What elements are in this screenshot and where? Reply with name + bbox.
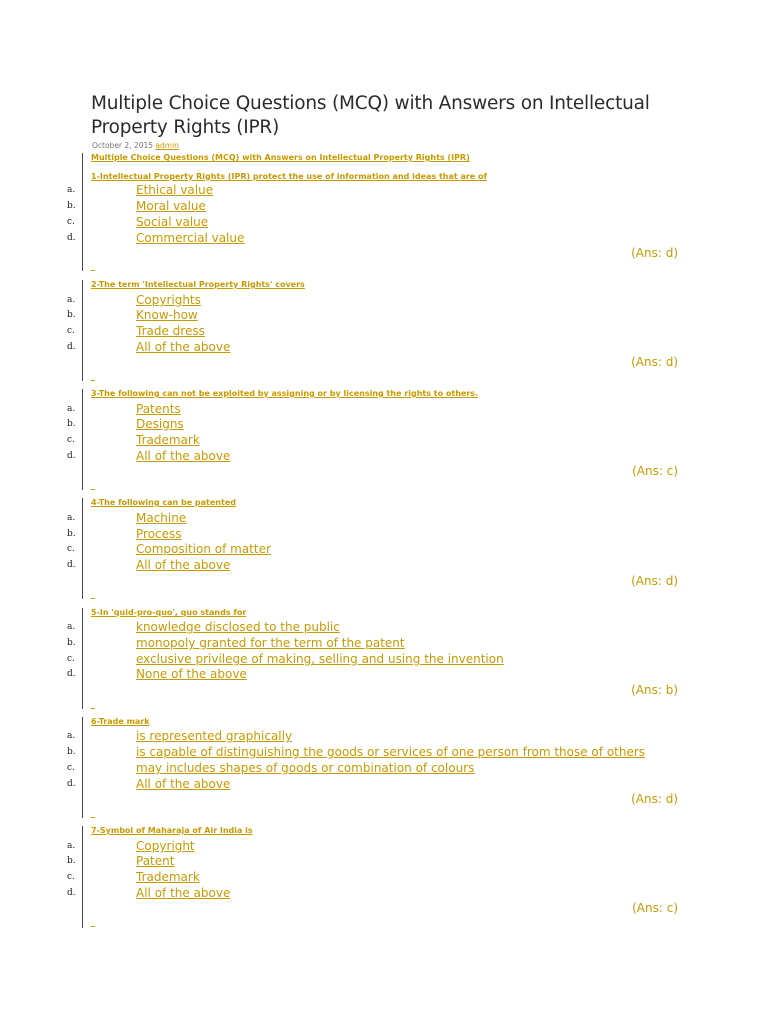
option-letter: c.	[67, 435, 75, 445]
option-letter: d.	[67, 888, 76, 898]
option-link[interactable]: Designs	[136, 417, 184, 431]
option-link[interactable]: exclusive privilege of making, selling and using the invention	[136, 652, 504, 666]
option-link[interactable]: may includes shapes of goods or combination of colours	[136, 761, 475, 775]
option-letter: b.	[67, 638, 76, 648]
option-link[interactable]: Ethical value	[136, 183, 214, 197]
anchor-link[interactable]	[91, 926, 95, 927]
left-rule	[82, 389, 83, 490]
anchor-link[interactable]	[91, 270, 95, 271]
anchor-link[interactable]	[91, 489, 95, 490]
option-link[interactable]: Moral value	[136, 199, 206, 213]
option-letter: d.	[67, 342, 76, 352]
option-link[interactable]: Copyrights	[136, 293, 201, 307]
option-link[interactable]: Trademark	[136, 433, 200, 447]
option-letter: b.	[67, 310, 76, 320]
author-link[interactable]: admin	[155, 141, 179, 150]
option-link[interactable]: All of the above	[136, 886, 231, 900]
left-rule	[82, 498, 83, 599]
answer-label: (Ans: d)	[631, 574, 678, 588]
option-link[interactable]: None of the above	[136, 667, 247, 681]
option-link[interactable]: is capable of distinguishing the goods or services of one person from those of others	[136, 745, 646, 759]
post-date: October 2, 2015	[92, 141, 154, 150]
post-meta	[92, 141, 179, 150]
option-letter: c.	[67, 544, 75, 554]
option-link[interactable]: Social value	[136, 215, 209, 229]
option-link[interactable]: All of the above	[136, 449, 231, 463]
answer-label: (Ans: d)	[631, 355, 678, 369]
option-letter: a.	[67, 295, 76, 305]
anchor-link[interactable]	[91, 817, 95, 818]
option-letter: b.	[67, 419, 76, 429]
left-rule	[82, 717, 83, 818]
anchor-link[interactable]	[91, 380, 95, 381]
option-letter: b.	[67, 529, 76, 539]
option-letter: c.	[67, 763, 75, 773]
option-link[interactable]: All of the above	[136, 340, 231, 354]
option-letter: a.	[67, 404, 76, 414]
option-link[interactable]: All of the above	[136, 558, 231, 572]
option-link[interactable]: All of the above	[136, 777, 231, 791]
option-link[interactable]: Composition of matter	[136, 542, 271, 556]
question-text[interactable]: 7-Symbol of Maharaja of Air India is	[91, 826, 253, 835]
option-link[interactable]: Copyright	[136, 839, 195, 853]
option-letter: c.	[67, 326, 75, 336]
option-letter: b.	[67, 201, 76, 211]
left-rule	[82, 826, 83, 928]
option-link[interactable]: Machine	[136, 511, 187, 525]
option-link[interactable]: is represented graphically	[136, 729, 293, 743]
question-text[interactable]: 2-The term 'Intellectual Property Rights' covers	[91, 280, 305, 289]
answer-label: (Ans: c)	[632, 464, 678, 478]
option-link[interactable]: monopoly granted for the term of the patent	[136, 636, 405, 650]
answer-label: (Ans: b)	[631, 683, 678, 697]
option-letter: d.	[67, 451, 76, 461]
option-link[interactable]: Process	[136, 527, 182, 541]
option-link[interactable]: Patents	[136, 402, 181, 416]
option-letter: a.	[67, 185, 76, 195]
question-text[interactable]: 4-The following can be patented	[91, 498, 236, 507]
page-title: Multiple Choice Questions (MCQ) with Answers on Intellectual Property Rights (IPR)	[91, 93, 650, 138]
option-letter: b.	[67, 856, 76, 866]
answer-label: (Ans: c)	[632, 901, 678, 915]
option-link[interactable]: Trademark	[136, 870, 200, 884]
option-letter: a.	[67, 731, 76, 741]
option-letter: c.	[67, 654, 75, 664]
question-text[interactable]: 3-The following can not be exploited by assigning or by licensing the rights to others.	[91, 389, 479, 398]
option-link[interactable]: Know-how	[136, 308, 198, 322]
option-letter: c.	[67, 872, 75, 882]
question-text[interactable]: 6-Trade mark	[91, 717, 150, 726]
option-letter: d.	[67, 779, 76, 789]
anchor-link[interactable]	[91, 708, 95, 709]
option-link[interactable]: Patent	[136, 854, 175, 868]
option-letter: a.	[67, 841, 76, 851]
option-letter: c.	[67, 217, 75, 227]
option-letter: a.	[67, 513, 76, 523]
option-letter: d.	[67, 233, 76, 243]
option-link[interactable]: Trade dress	[136, 324, 205, 338]
question-text[interactable]: 5-In 'quid-pro-quo', quo stands for	[91, 608, 247, 617]
intro-link[interactable]: Multiple Choice Questions (MCQ) with Answers on Intellectual Property Rights (IPR)	[91, 153, 470, 162]
anchor-link[interactable]	[91, 598, 95, 599]
answer-label: (Ans: d)	[631, 246, 678, 260]
option-letter: b.	[67, 747, 76, 757]
option-link[interactable]: knowledge disclosed to the public	[136, 620, 340, 634]
question-text[interactable]: 1-Intellectual Property Rights (IPR) protect the use of information and ideas that are of	[91, 172, 487, 181]
option-letter: a.	[67, 622, 76, 632]
left-rule	[82, 608, 83, 709]
option-link[interactable]: Commercial value	[136, 231, 245, 245]
option-letter: d.	[67, 560, 76, 570]
left-rule	[82, 280, 83, 381]
answer-label: (Ans: d)	[631, 792, 678, 806]
option-letter: d.	[67, 669, 76, 679]
left-rule	[82, 153, 83, 271]
